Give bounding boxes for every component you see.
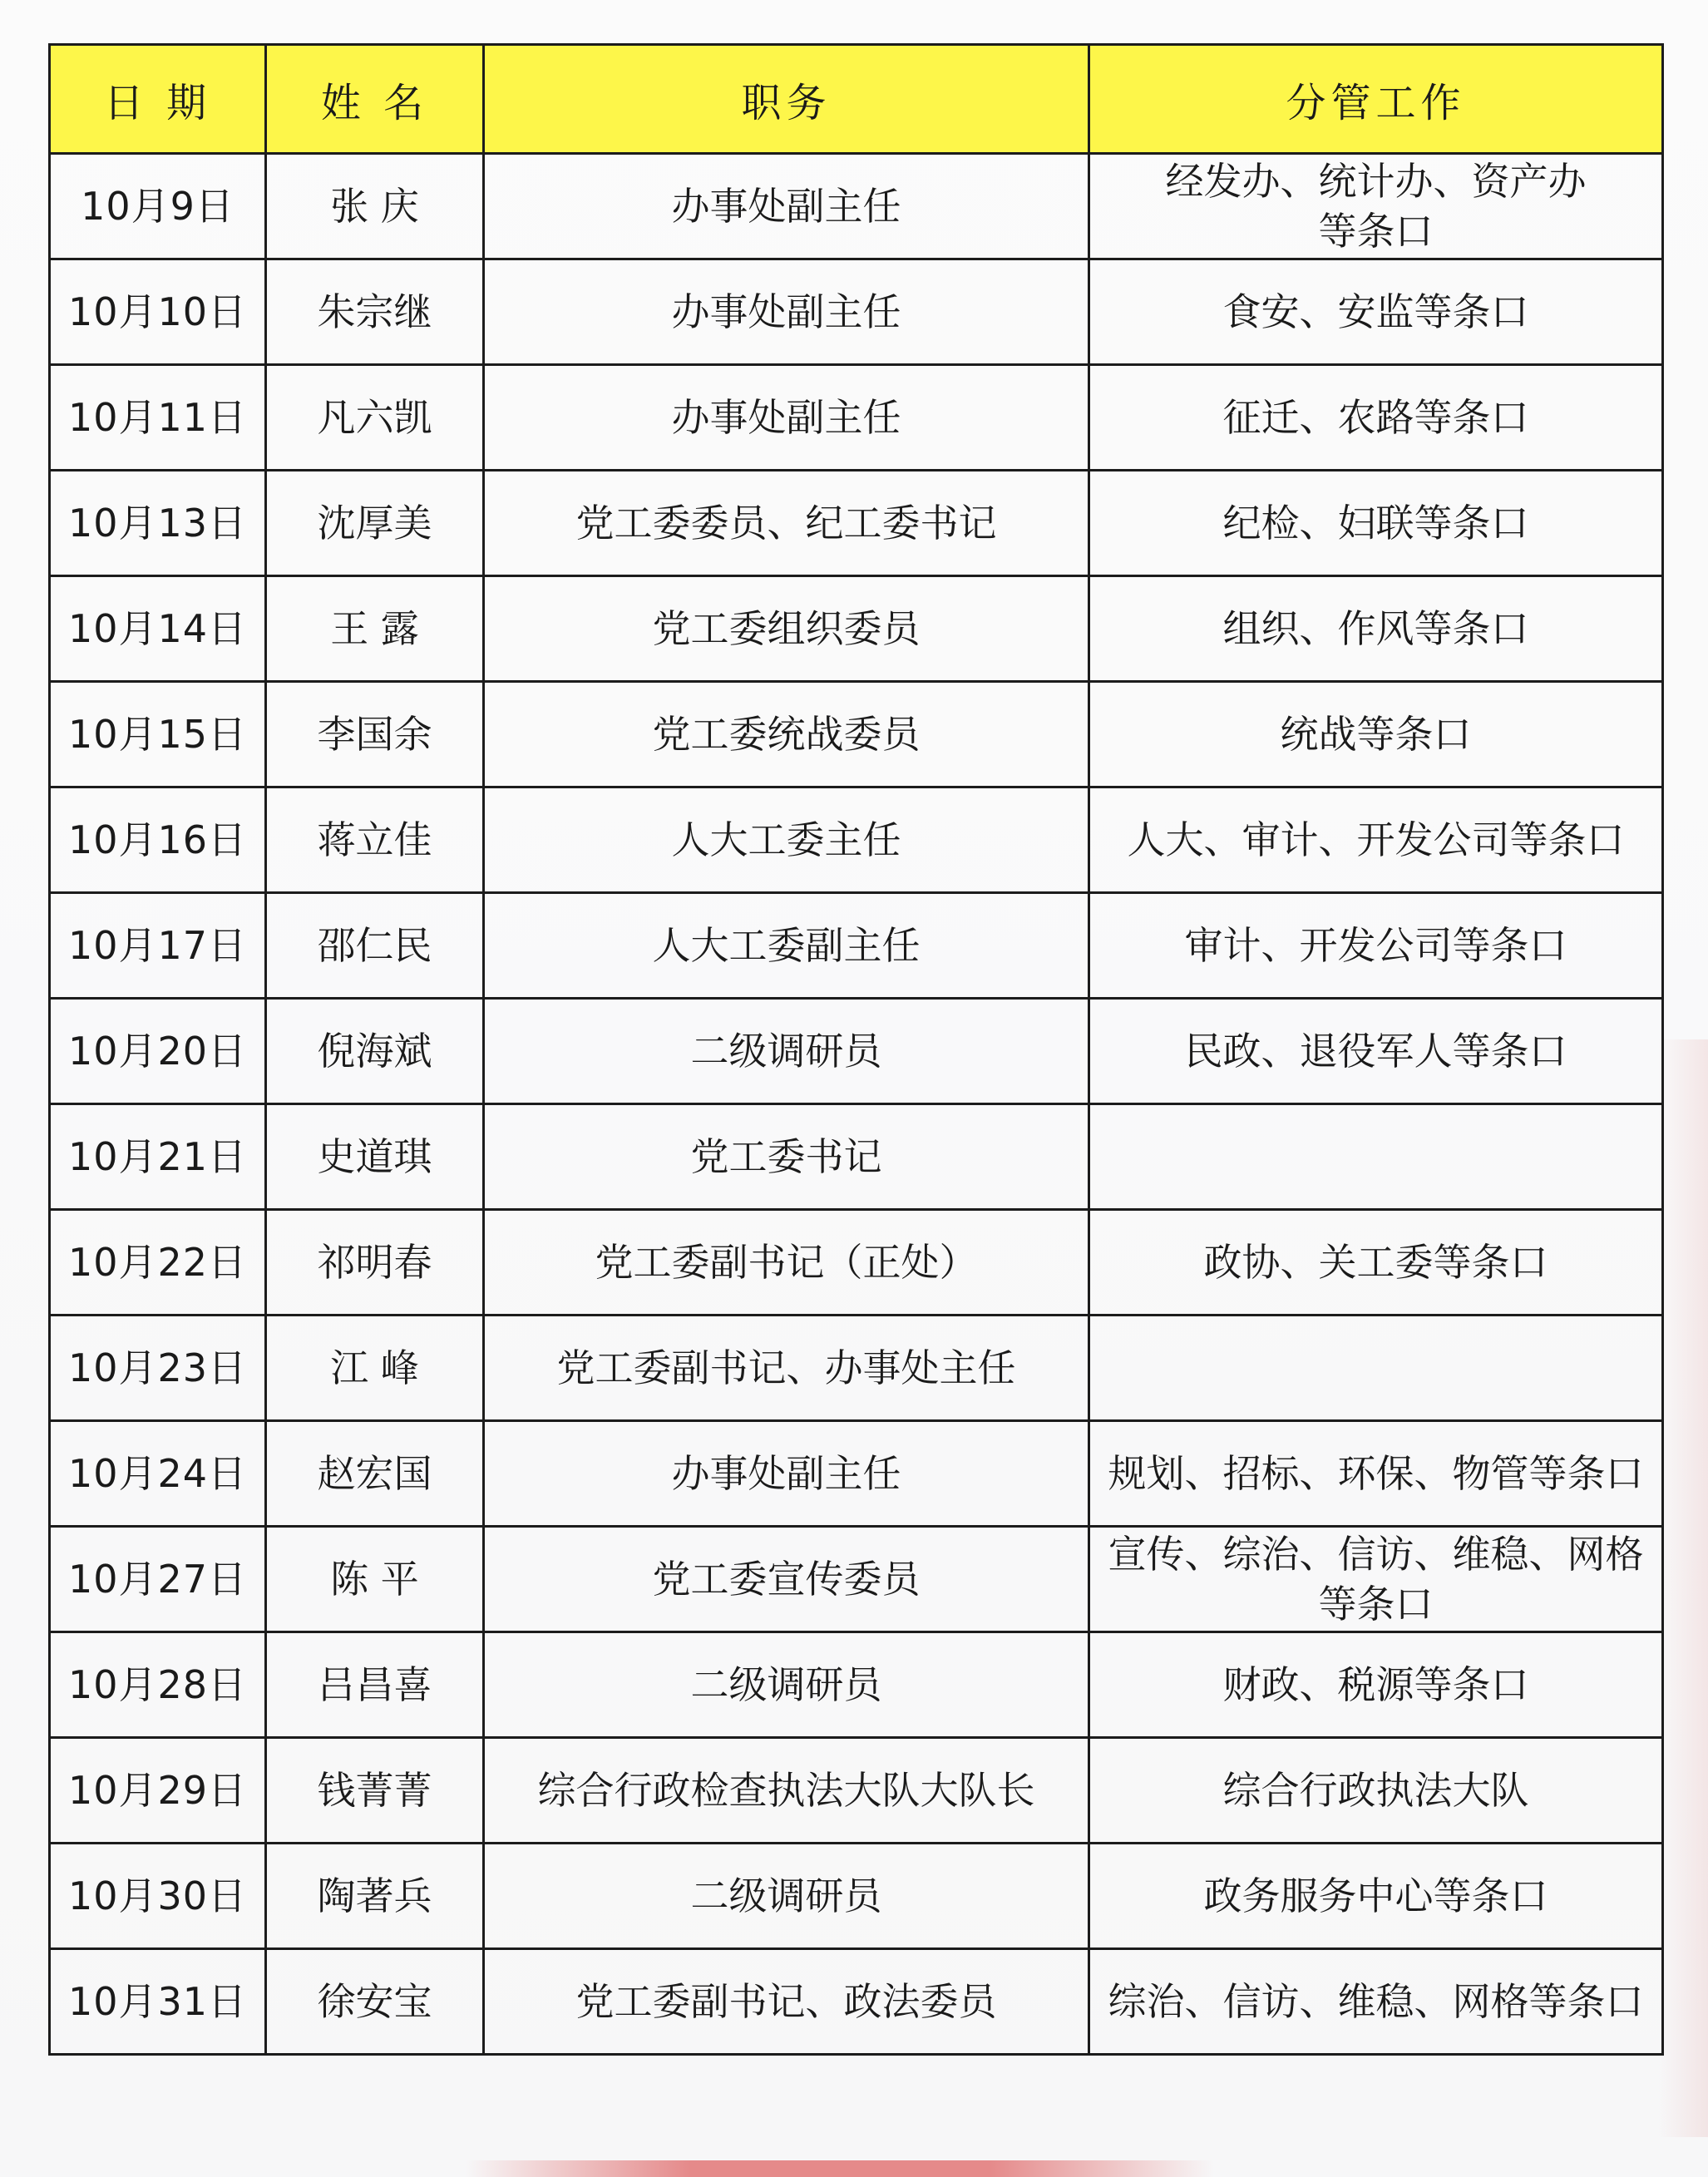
cell-date: 10月20日 xyxy=(50,999,266,1104)
cell-position: 党工委组织委员 xyxy=(484,576,1089,682)
cell-name: 沈厚美 xyxy=(266,471,484,576)
cell-name: 倪海斌 xyxy=(266,999,484,1104)
cell-position: 党工委副书记、政法委员 xyxy=(484,1949,1089,2055)
cell-duties: 综合行政执法大队 xyxy=(1089,1738,1663,1844)
cell-duties: 财政、税源等条口 xyxy=(1089,1632,1663,1738)
cell-duties: 食安、安监等条口 xyxy=(1089,259,1663,365)
cell-duties: 规划、招标、环保、物管等条口 xyxy=(1089,1421,1663,1527)
table-row xyxy=(50,1527,1663,1632)
cell-position: 党工委统战委员 xyxy=(484,682,1089,787)
cell-position: 二级调研员 xyxy=(484,1844,1089,1949)
table-row xyxy=(50,1844,1663,1949)
cell-name: 徐安宝 xyxy=(266,1949,484,2055)
cell-duties: 宣传、综治、信访、维稳、网格 等条口 xyxy=(1089,1527,1663,1632)
table-body xyxy=(50,154,1663,2055)
cell-name: 江 峰 xyxy=(266,1316,484,1421)
cell-duties: 民政、退役军人等条口 xyxy=(1089,999,1663,1104)
cell-duties: 组织、作风等条口 xyxy=(1089,576,1663,682)
table-row xyxy=(50,1421,1663,1527)
table-row xyxy=(50,1738,1663,1844)
cell-position: 人大工委主任 xyxy=(484,787,1089,893)
cell-duties: 征迁、农路等条口 xyxy=(1089,365,1663,471)
duty-schedule-table xyxy=(48,43,1664,2056)
cell-name: 钱菁菁 xyxy=(266,1738,484,1844)
cell-position: 党工委书记 xyxy=(484,1104,1089,1210)
cell-position: 办事处副主任 xyxy=(484,1421,1089,1527)
cell-position: 二级调研员 xyxy=(484,999,1089,1104)
table-row xyxy=(50,682,1663,787)
cell-duties: 纪检、妇联等条口 xyxy=(1089,471,1663,576)
table-row xyxy=(50,893,1663,999)
header-name: 姓 名 xyxy=(266,45,484,154)
cell-position: 党工委委员、纪工委书记 xyxy=(484,471,1089,576)
cell-name: 祁明春 xyxy=(266,1210,484,1316)
cell-name: 陈 平 xyxy=(266,1527,484,1632)
cell-date: 10月13日 xyxy=(50,471,266,576)
red-bottom-strip xyxy=(466,2160,1214,2177)
cell-duties: 政务服务中心等条口 xyxy=(1089,1844,1663,1949)
table-row xyxy=(50,1104,1663,1210)
cell-position: 党工委宣传委员 xyxy=(484,1527,1089,1632)
cell-duties: 综治、信访、维稳、网格等条口 xyxy=(1089,1949,1663,2055)
cell-name: 吕昌喜 xyxy=(266,1632,484,1738)
header-position: 职务 xyxy=(484,45,1089,154)
cell-duties xyxy=(1089,1316,1663,1421)
cell-date: 10月22日 xyxy=(50,1210,266,1316)
cell-duties xyxy=(1089,1104,1663,1210)
cell-position: 二级调研员 xyxy=(484,1632,1089,1738)
cell-date: 10月28日 xyxy=(50,1632,266,1738)
cell-date: 10月29日 xyxy=(50,1738,266,1844)
table-row xyxy=(50,1949,1663,2055)
cell-position: 综合行政检查执法大队大队长 xyxy=(484,1738,1089,1844)
cell-date: 10月23日 xyxy=(50,1316,266,1421)
cell-date: 10月15日 xyxy=(50,682,266,787)
cell-date: 10月27日 xyxy=(50,1527,266,1632)
cell-name: 王 露 xyxy=(266,576,484,682)
cell-name: 朱宗继 xyxy=(266,259,484,365)
table-row xyxy=(50,365,1663,471)
table-row xyxy=(50,1632,1663,1738)
cell-name: 张 庆 xyxy=(266,154,484,259)
cell-duties: 审计、开发公司等条口 xyxy=(1089,893,1663,999)
cell-duties: 统战等条口 xyxy=(1089,682,1663,787)
cell-position: 办事处副主任 xyxy=(484,154,1089,259)
cell-name: 蒋立佳 xyxy=(266,787,484,893)
cell-name: 邵仁民 xyxy=(266,893,484,999)
cell-name: 陶著兵 xyxy=(266,1844,484,1949)
cell-date: 10月10日 xyxy=(50,259,266,365)
cell-date: 10月31日 xyxy=(50,1949,266,2055)
cell-position: 党工委副书记（正处） xyxy=(484,1210,1089,1316)
cell-name: 赵宏国 xyxy=(266,1421,484,1527)
header-row xyxy=(50,45,1663,154)
header-duties: 分管工作 xyxy=(1089,45,1663,154)
cell-position: 党工委副书记、办事处主任 xyxy=(484,1316,1089,1421)
table-row xyxy=(50,787,1663,893)
cell-date: 10月30日 xyxy=(50,1844,266,1949)
table-row xyxy=(50,576,1663,682)
table-row xyxy=(50,259,1663,365)
cell-name: 史道琪 xyxy=(266,1104,484,1210)
cell-date: 10月21日 xyxy=(50,1104,266,1210)
cell-name: 凡六凯 xyxy=(266,365,484,471)
header-date: 日 期 xyxy=(50,45,266,154)
cell-duties: 经发办、统计办、资产办 等条口 xyxy=(1089,154,1663,259)
cell-date: 10月24日 xyxy=(50,1421,266,1527)
cell-date: 10月16日 xyxy=(50,787,266,893)
cell-date: 10月11日 xyxy=(50,365,266,471)
cell-date: 10月17日 xyxy=(50,893,266,999)
table-row xyxy=(50,999,1663,1104)
cell-duties: 人大、审计、开发公司等条口 xyxy=(1089,787,1663,893)
cell-date: 10月9日 xyxy=(50,154,266,259)
cell-date: 10月14日 xyxy=(50,576,266,682)
cell-position: 办事处副主任 xyxy=(484,259,1089,365)
cell-duties: 政协、关工委等条口 xyxy=(1089,1210,1663,1316)
background-edge-tint xyxy=(1658,1039,1708,2137)
cell-position: 办事处副主任 xyxy=(484,365,1089,471)
table-row xyxy=(50,1316,1663,1421)
cell-position: 人大工委副主任 xyxy=(484,893,1089,999)
table-row xyxy=(50,1210,1663,1316)
table-row xyxy=(50,154,1663,259)
table-row xyxy=(50,471,1663,576)
cell-name: 李国余 xyxy=(266,682,484,787)
